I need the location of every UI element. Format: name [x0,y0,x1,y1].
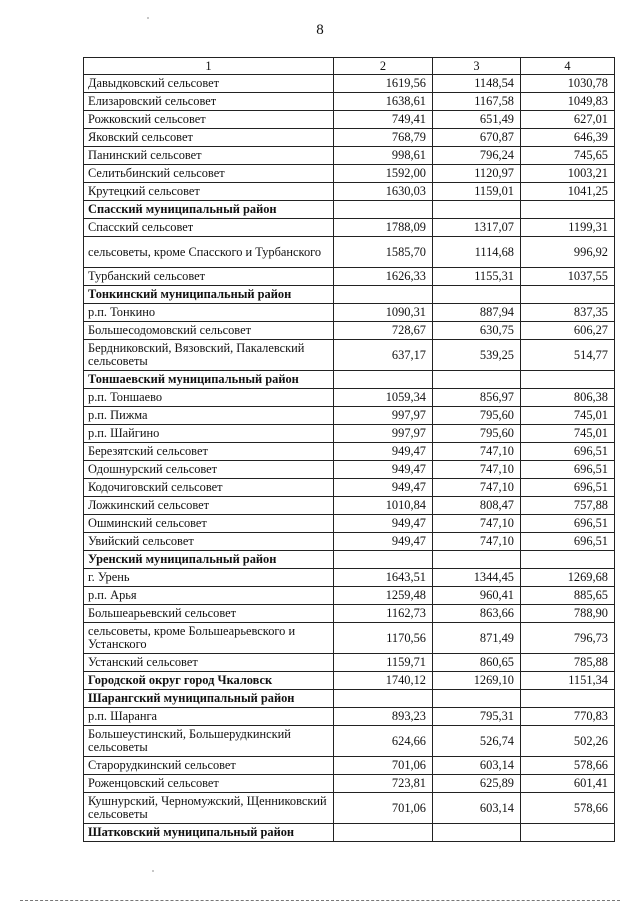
value-col-2: 1740,12 [334,672,433,690]
settlement-name: Устанский сельсовет [84,654,334,672]
table-row [84,425,615,443]
settlement-name: Давыдковский сельсовет [84,75,334,93]
section-row [84,201,615,219]
value-col-3: 603,14 [433,757,521,775]
value-col-2: 1010,84 [334,497,433,515]
table-row [84,569,615,587]
value-col-4: 745,01 [521,425,615,443]
value-col-4: 770,83 [521,708,615,726]
value-col-3: 795,31 [433,708,521,726]
value-col-4: 696,51 [521,443,615,461]
tariff-table [83,57,615,842]
value-col-3: 1317,07 [433,219,521,237]
table-row [84,268,615,286]
column-header: 3 [433,58,521,75]
table-row [84,605,615,623]
settlement-name: Крутецкий сельсовет [84,183,334,201]
value-col-3 [433,824,521,842]
table-row [84,389,615,407]
value-col-2: 749,41 [334,111,433,129]
table-row [84,775,615,793]
header-row [84,58,615,75]
settlement-name: Кушнурский, Черномужский, Щенниковский сельсоветы [84,793,334,824]
section-title: Шарангский муниципальный район [84,690,334,708]
section-title: Тоншаевский муниципальный район [84,371,334,389]
value-col-3: 1114,68 [433,237,521,268]
settlement-name: Панинский сельсовет [84,147,334,165]
value-col-2: 949,47 [334,515,433,533]
value-col-4: 578,66 [521,757,615,775]
table-row [84,443,615,461]
value-col-3 [433,371,521,389]
value-col-2: 1159,71 [334,654,433,672]
settlement-name: Турбанский сельсовет [84,268,334,286]
value-col-4: 745,65 [521,147,615,165]
value-col-4 [521,201,615,219]
value-col-2: 1170,56 [334,623,433,654]
settlement-name: Бердниковский, Вязовский, Пакалевский сельсоветы [84,340,334,371]
value-col-4 [521,286,615,304]
table-row [84,340,615,371]
value-col-2 [334,286,433,304]
value-col-2: 637,17 [334,340,433,371]
value-col-3: 1120,97 [433,165,521,183]
settlement-name: Большеустинский, Большерудкинский сельсоветы [84,726,334,757]
value-col-2 [334,201,433,219]
value-col-2: 1630,03 [334,183,433,201]
value-col-2 [334,690,433,708]
value-col-3: 526,74 [433,726,521,757]
value-col-4: 996,92 [521,237,615,268]
value-col-3: 887,94 [433,304,521,322]
value-col-2 [334,371,433,389]
settlement-name: Увийский сельсовет [84,533,334,551]
value-col-3: 747,10 [433,461,521,479]
value-col-2: 624,66 [334,726,433,757]
value-col-3: 808,47 [433,497,521,515]
value-col-4: 788,90 [521,605,615,623]
value-col-3: 960,41 [433,587,521,605]
value-col-4: 757,88 [521,497,615,515]
value-col-4: 1037,55 [521,268,615,286]
settlement-name: р.п. Тоншаево [84,389,334,407]
table-row [84,304,615,322]
section-row [84,672,615,690]
settlement-name: р.п. Тонкино [84,304,334,322]
table-row [84,497,615,515]
table-row [84,479,615,497]
value-col-4: 627,01 [521,111,615,129]
value-col-4 [521,690,615,708]
settlement-name: Елизаровский сельсовет [84,93,334,111]
scan-edge-line [20,900,620,901]
table-row [84,322,615,340]
value-col-2: 949,47 [334,479,433,497]
settlement-name: Старорудкинский сельсовет [84,757,334,775]
value-col-3: 1344,45 [433,569,521,587]
value-col-3: 747,10 [433,515,521,533]
value-col-3: 603,14 [433,793,521,824]
settlement-name: Большесодомовский сельсовет [84,322,334,340]
table-row [84,515,615,533]
table-row [84,147,615,165]
settlement-name: Одошнурский сельсовет [84,461,334,479]
table-row [84,726,615,757]
value-col-3 [433,286,521,304]
value-col-4: 1049,83 [521,93,615,111]
value-col-2: 1090,31 [334,304,433,322]
value-col-2: 1788,09 [334,219,433,237]
value-col-3: 1167,58 [433,93,521,111]
settlement-name: р.п. Шайгино [84,425,334,443]
value-col-2: 701,06 [334,757,433,775]
value-col-4: 578,66 [521,793,615,824]
value-col-2: 893,23 [334,708,433,726]
value-col-4: 796,73 [521,623,615,654]
value-col-3: 747,10 [433,479,521,497]
value-col-3 [433,690,521,708]
section-row [84,286,615,304]
scan-mark [147,17,149,19]
value-col-3: 795,60 [433,425,521,443]
value-col-3: 670,87 [433,129,521,147]
section-title: Городской округ город Чкаловск [84,672,334,690]
settlement-name: р.п. Арья [84,587,334,605]
value-col-3: 1269,10 [433,672,521,690]
value-col-3: 1159,01 [433,183,521,201]
value-col-3: 856,97 [433,389,521,407]
value-col-4 [521,551,615,569]
settlement-name: Ложкинский сельсовет [84,497,334,515]
value-col-3: 747,10 [433,443,521,461]
table-row [84,129,615,147]
tariff-table-body [84,58,615,842]
value-col-2: 1638,61 [334,93,433,111]
settlement-name: Селитьбинский сельсовет [84,165,334,183]
value-col-4: 806,38 [521,389,615,407]
table-row [84,757,615,775]
value-col-3: 860,65 [433,654,521,672]
table-row [84,533,615,551]
table-row [84,219,615,237]
settlement-name: р.п. Шаранга [84,708,334,726]
value-col-4: 1269,68 [521,569,615,587]
table-row [84,623,615,654]
value-col-2: 728,67 [334,322,433,340]
value-col-3: 630,75 [433,322,521,340]
value-col-3: 1155,31 [433,268,521,286]
table-row [84,461,615,479]
value-col-2: 949,47 [334,533,433,551]
section-title: Тонкинский муниципальный район [84,286,334,304]
table-row [84,587,615,605]
section-row [84,690,615,708]
value-col-2: 1626,33 [334,268,433,286]
section-title: Уренский муниципальный район [84,551,334,569]
table-row [84,237,615,268]
value-col-3: 863,66 [433,605,521,623]
value-col-4: 1041,25 [521,183,615,201]
value-col-4: 1030,78 [521,75,615,93]
value-col-4: 696,51 [521,515,615,533]
column-header: 2 [334,58,433,75]
value-col-4: 606,27 [521,322,615,340]
value-col-2: 1162,73 [334,605,433,623]
table-row [84,793,615,824]
settlement-name: Яковский сельсовет [84,129,334,147]
value-col-2: 997,97 [334,425,433,443]
settlement-name: Рожковский сельсовет [84,111,334,129]
settlement-name: Ошминский сельсовет [84,515,334,533]
value-col-2: 768,79 [334,129,433,147]
value-col-4: 885,65 [521,587,615,605]
value-col-2: 1585,70 [334,237,433,268]
value-col-4: 745,01 [521,407,615,425]
value-col-3: 625,89 [433,775,521,793]
value-col-4: 1199,31 [521,219,615,237]
section-row [84,371,615,389]
page-number: 8 [316,22,324,38]
table-row [84,111,615,129]
settlement-name: сельсоветы, кроме Спасского и Турбанского [84,237,334,268]
table-row [84,165,615,183]
value-col-3: 795,60 [433,407,521,425]
value-col-3: 1148,54 [433,75,521,93]
value-col-4: 837,35 [521,304,615,322]
value-col-4: 785,88 [521,654,615,672]
settlement-name: Кодочиговский сельсовет [84,479,334,497]
value-col-2 [334,824,433,842]
value-col-2: 1259,48 [334,587,433,605]
value-col-2: 949,47 [334,461,433,479]
value-col-3 [433,201,521,219]
value-col-4: 514,77 [521,340,615,371]
section-title: Шатковский муниципальный район [84,824,334,842]
settlement-name: Роженцовский сельсовет [84,775,334,793]
value-col-2: 1643,51 [334,569,433,587]
settlement-name: р.п. Пижма [84,407,334,425]
value-col-4 [521,824,615,842]
value-col-3: 796,24 [433,147,521,165]
value-col-3: 871,49 [433,623,521,654]
value-col-4: 502,26 [521,726,615,757]
section-title: Спасский муниципальный район [84,201,334,219]
value-col-3: 539,25 [433,340,521,371]
value-col-3 [433,551,521,569]
section-row [84,551,615,569]
value-col-4: 646,39 [521,129,615,147]
value-col-2: 701,06 [334,793,433,824]
value-col-4 [521,371,615,389]
scan-mark [152,870,154,872]
table-row [84,407,615,425]
settlement-name: Спасский сельсовет [84,219,334,237]
table-row [84,654,615,672]
value-col-4: 601,41 [521,775,615,793]
value-col-3: 747,10 [433,533,521,551]
value-col-2: 949,47 [334,443,433,461]
value-col-4: 696,51 [521,479,615,497]
column-header: 1 [84,58,334,75]
value-col-2: 997,97 [334,407,433,425]
table-row [84,93,615,111]
column-header: 4 [521,58,615,75]
value-col-2: 1619,56 [334,75,433,93]
value-col-3: 651,49 [433,111,521,129]
table-row [84,708,615,726]
settlement-name: сельсоветы, кроме Большеарьевского и Устанского [84,623,334,654]
value-col-2: 723,81 [334,775,433,793]
value-col-2: 1059,34 [334,389,433,407]
value-col-4: 1151,34 [521,672,615,690]
settlement-name: Большеарьевский сельсовет [84,605,334,623]
section-row [84,824,615,842]
value-col-2: 998,61 [334,147,433,165]
value-col-4: 696,51 [521,461,615,479]
value-col-2: 1592,00 [334,165,433,183]
value-col-4: 1003,21 [521,165,615,183]
settlement-name: Березятский сельсовет [84,443,334,461]
value-col-4: 696,51 [521,533,615,551]
table-row [84,75,615,93]
settlement-name: г. Урень [84,569,334,587]
table-row [84,183,615,201]
value-col-2 [334,551,433,569]
